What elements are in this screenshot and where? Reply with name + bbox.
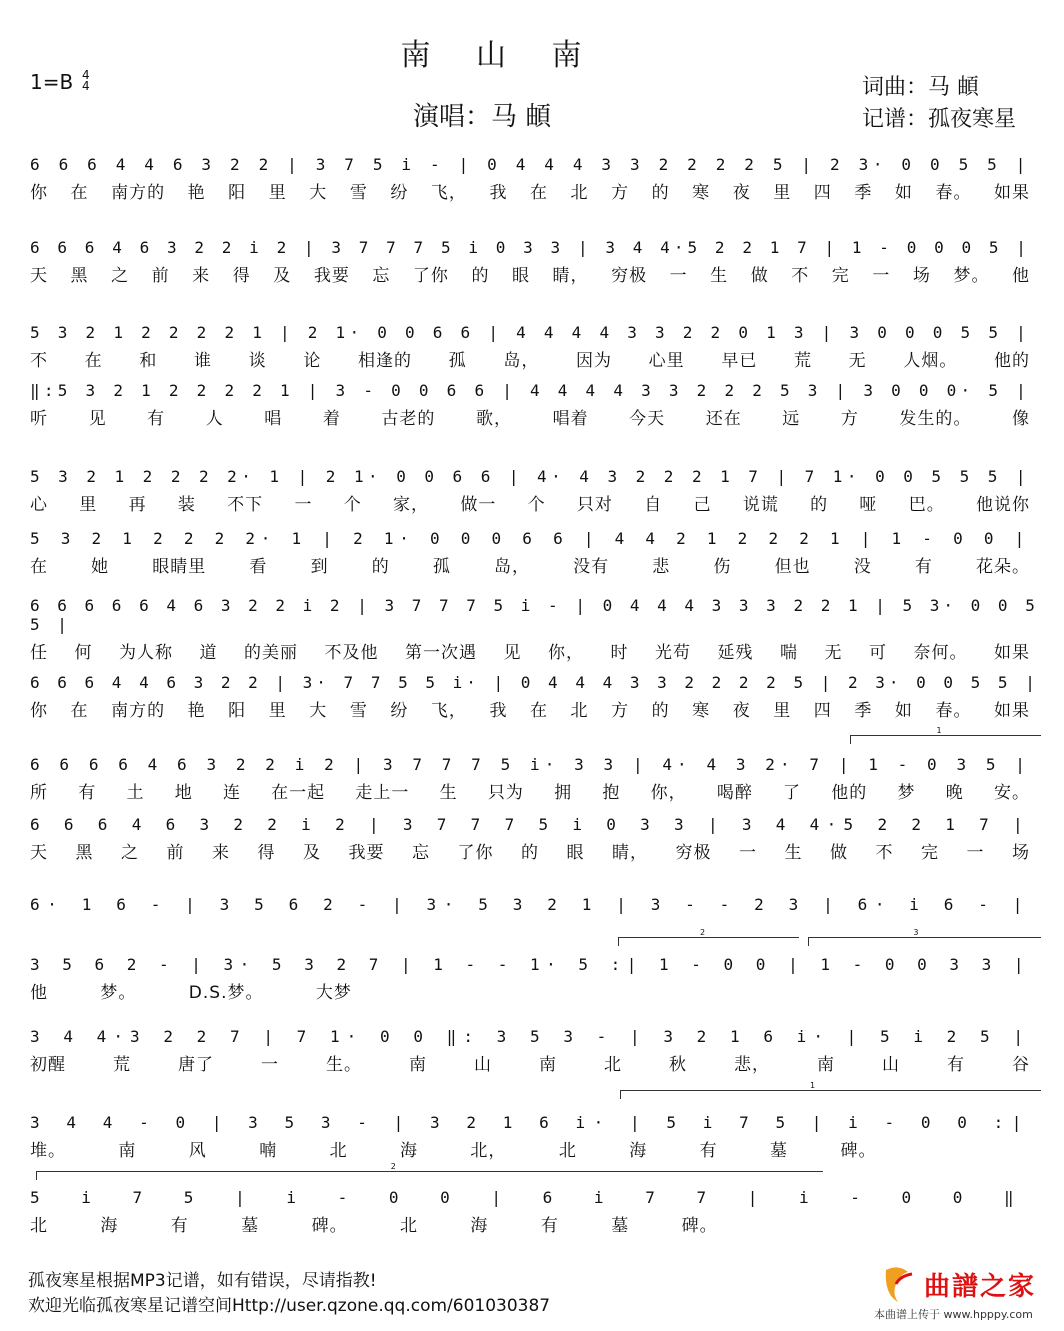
notation-row <box>30 750 1040 774</box>
lyrics-text: 初醒 荒 唐了 一 生。 南 山 南 北 秋 悲， 南 山 有 谷 <box>30 1055 1030 1075</box>
notation-text: 5 3 2 1 2 2 2 2 1 | 2 1· 0 0 6 6 | 4 4 4 4 3 3 2 2 0 1 3 | 3 0 0 0 5 5 | <box>30 323 1030 342</box>
lyrics-text: 在 她 眼睛里 看 到 的 孤 岛， 没有 悲 伤 但也 没 有 花朵。 <box>30 557 1030 577</box>
lyrics-text: 你 在 南方的 艳 阳 里 大 雪 纷 飞， 我 在 北 方 的 寒 夜 里 四 季 如 春。 如果 <box>30 183 1030 203</box>
lyrics-text: 听 见 有 人 唱 着 古老的 歌， 唱着 今天 还在 远 方 发生的。 像 <box>30 409 1030 429</box>
lyrics-row <box>30 638 1040 662</box>
watermark-sub: 本曲谱上传于 www.hpppy.com <box>874 1308 1033 1321</box>
lyrics-row <box>30 838 1040 862</box>
lyrics-row <box>30 261 1040 285</box>
notation-text: ‖:5 3 2 1 2 2 2 2 1 | 3 - 0 0 6 6 | 4 4 4 4 3 3 2 2 2 5 3 | 3 0 0 0· 5 | <box>30 381 1030 400</box>
volta-bracket: 1 <box>620 1090 1041 1099</box>
lyrics-row <box>30 552 1040 576</box>
lyrics-text: 任 何 为人称 道 的美丽 不及他 第一次遇 见 你， 时 光苟 延残 喘 无 可 奈何。 如果 <box>30 643 1030 663</box>
watermark-logo: 曲譜之家 <box>924 1272 1037 1302</box>
notation-row <box>30 890 1040 914</box>
lyrics-text: 所 有 土 地 连 在一起 走上一 生 只为 拥 抱 你， 喝醉 了 他的 梦 晚 安。 <box>30 783 1030 803</box>
notation-row <box>30 810 1040 834</box>
notation-row <box>30 524 1040 548</box>
notation-text: 6 6 6 4 6 3 2 2 i 2 | 3 7 7 7 5 i 0 3 3 | 3 4 4·5 2 2 1 7 | 1 - 0 0 0 5 | <box>30 238 1030 257</box>
notation-row <box>30 950 1040 974</box>
lyrics-text: 他 梦。 D.S.梦。 大梦 <box>30 983 352 1003</box>
notation-text: 6 6 6 6 6 4 6 3 2 2 i 2 | 3 7 7 7 5 i - | 0 4 4 4 3 3 3 2 2 1 | 5 3· 0 0 5 5 | <box>30 596 1039 634</box>
footer-url: 欢迎光临孤夜寒星记谱空间Http://user.qzone.qq.com/601030387 <box>28 1296 551 1316</box>
notation-text: 5 i 7 5 | i - 0 0 | 6 i 7 7 | i - 0 0 ‖ <box>30 1188 1030 1207</box>
notation-row <box>30 596 1040 634</box>
notation-text: 6· 1 6 - | 3 5 6 2 - | 3· 5 3 2 1 | 3 - - 2 3 | 6· i 6 - | <box>30 895 1030 914</box>
lyrics-text: 心 里 再 装 不下 一 个 家， 做一 个 只对 自 己 说谎 的 哑 巴。 他说你 <box>30 495 1030 515</box>
volta-bracket: 2 <box>618 937 799 946</box>
time-signature <box>82 70 90 92</box>
notation-row <box>30 318 1040 342</box>
singer-credit: 演唱：马 頔 <box>413 102 552 132</box>
notation-text: 5 3 2 1 2 2 2 2· 1 | 2 1· 0 0 0 6 6 | 4 4 2 1 2 2 2 1 | 1 - 0 0 | <box>30 529 1030 548</box>
notation-text: 5 3 2 1 2 2 2 2· 1 | 2 1· 0 0 6 6 | 4· 4 3 2 2 2 1 7 | 7 1· 0 0 5 5 5 | <box>30 467 1030 486</box>
lyrics-text: 北 海 有 墓 碑。 北 海 有 墓 碑。 <box>30 1216 718 1236</box>
notation-text: 3 4 4·3 2 2 7 | 7 1· 0 0 ‖: 3 5 3 - | 3 2 1 6 i· | 5 i 2 5 | <box>30 1027 1030 1046</box>
notation-text: 3 4 4 - 0 | 3 5 3 - | 3 2 1 6 i· | 5 i 7 5 | i - 0 0 :| <box>30 1113 1030 1132</box>
notation-text: 6 6 6 4 4 6 3 2 2 | 3· 7 7 5 5 i· | 0 4 4 4 3 3 2 2 2 2 5 | 2 3· 0 0 5 5 | <box>30 673 1039 692</box>
lyrics-text: 你 在 南方的 艳 阳 里 大 雪 纷 飞， 我 在 北 方 的 寒 夜 里 四 季 如 春。 如果 <box>30 701 1030 721</box>
transcriber-credit: 记谱：孤夜寒星 <box>862 107 1017 132</box>
notation-text: 3 5 6 2 - | 3· 5 3 2 7 | 1 - - 1· 5 :| 1 - 0 0 | 1 - 0 0 3 3 | <box>30 955 1030 974</box>
lyrics-text: 天 黑 之 前 来 得 及 我要 忘 了你 的 眼 睛， 穷极 一 生 做 不 完 一 场 梦。 他 <box>30 266 1030 286</box>
notation-row <box>30 150 1040 174</box>
lyrics-row <box>30 778 1040 802</box>
lyrics-row <box>30 978 1040 1002</box>
time-signature-bottom: 4 <box>82 79 90 93</box>
notation-row <box>30 1108 1040 1132</box>
notation-text: 6 6 6 6 4 6 3 2 2 i 2 | 3 7 7 7 5 i· 3 3 | 4· 4 3 2· 7 | 1 - 0 3 5 | <box>30 755 1030 774</box>
notation-row <box>30 668 1040 692</box>
lyrics-row <box>30 1050 1040 1074</box>
notation-row <box>30 1183 1040 1207</box>
lyricist-credit: 词曲：马 頔 <box>862 75 979 100</box>
key-signature: 1=B <box>30 70 74 94</box>
lyrics-row <box>30 490 1040 514</box>
notation-text: 6 6 6 4 6 3 2 2 i 2 | 3 7 7 7 5 i 0 3 3 | 3 4 4·5 2 2 1 7 | <box>30 815 1030 834</box>
notation-row <box>30 376 1040 400</box>
volta-bracket: 3 <box>808 937 1041 946</box>
notation-row <box>30 462 1040 486</box>
lyrics-row <box>30 404 1040 428</box>
song-title: 南 山 南 <box>400 38 600 73</box>
lyrics-row <box>30 696 1040 720</box>
watermark-logo-icon <box>878 1264 918 1304</box>
lyrics-text: 堆。 南 风 喃 北 海 北， 北 海 有 墓 碑。 <box>30 1141 877 1161</box>
notation-row <box>30 1022 1040 1046</box>
volta-bracket: 2 <box>36 1171 823 1180</box>
notation-row <box>30 233 1040 257</box>
volta-bracket: 1 <box>850 735 1041 744</box>
lyrics-text: 不 在 和 谁 谈 论 相逢的 孤 岛， 因为 心里 早已 荒 无 人烟。 他的 <box>30 351 1030 371</box>
lyrics-row <box>30 1211 1040 1235</box>
lyrics-row <box>30 178 1040 202</box>
lyrics-text: 天 黑 之 前 来 得 及 我要 忘 了你 的 眼 睛， 穷极 一 生 做 不 完 一 场 <box>30 843 1030 863</box>
lyrics-row <box>30 346 1040 370</box>
lyrics-row <box>30 1136 1040 1160</box>
time-signature-top: 4 <box>82 68 90 82</box>
notation-text: 6 6 6 4 4 6 3 2 2 | 3 7 5 i - | 0 4 4 4 3 3 2 2 2 2 5 | 2 3· 0 0 5 5 | <box>30 155 1030 174</box>
footer-note: 孤夜寒星根据MP3记谱，如有错误，尽请指教! <box>28 1271 377 1291</box>
